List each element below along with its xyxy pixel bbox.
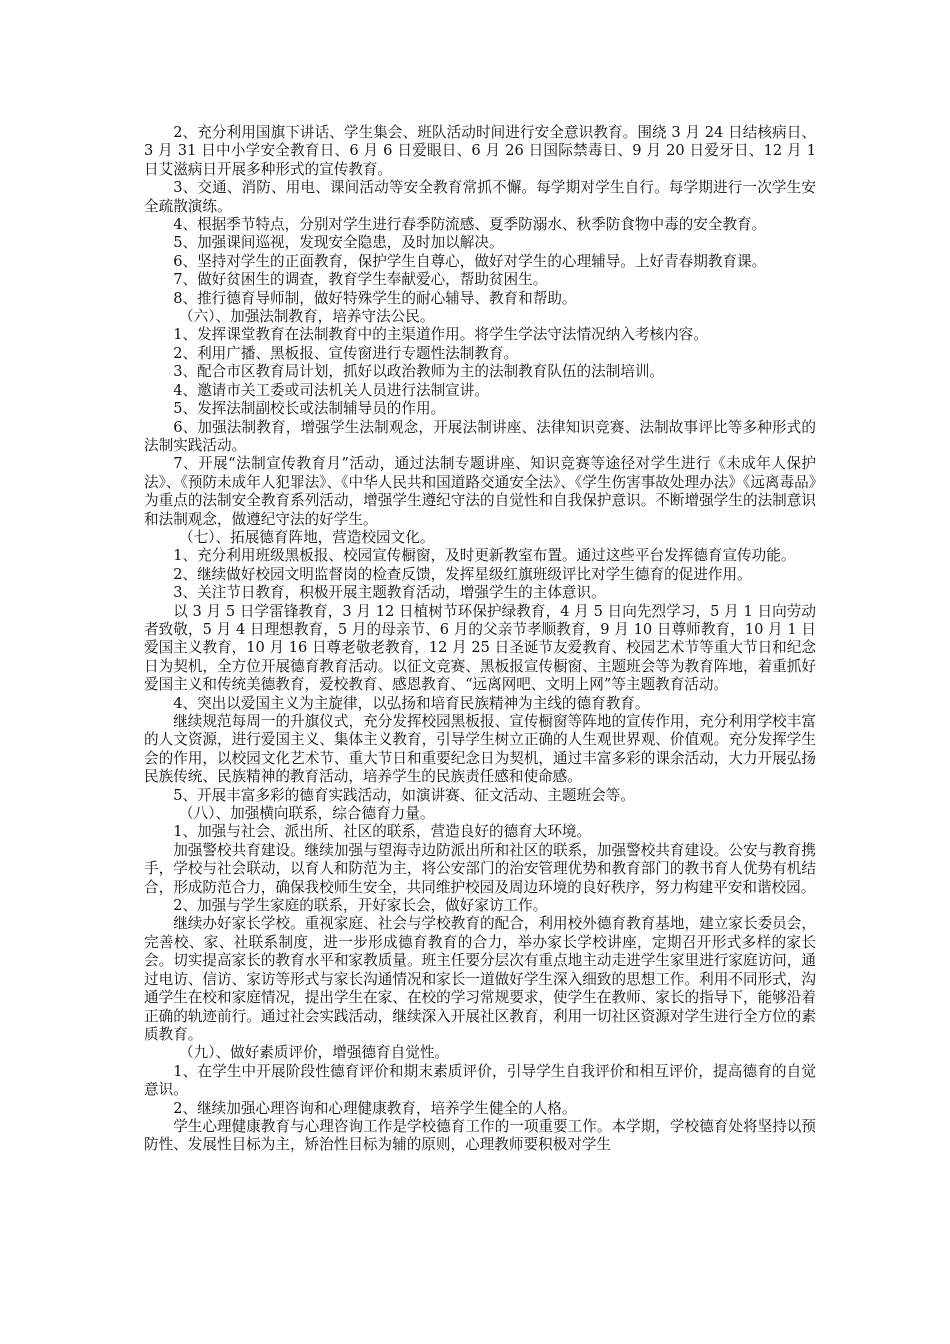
section-heading: （六）、加强法制教育，培养守法公民。 <box>179 308 435 326</box>
paragraph: 2、继续加强心理咨询和心理健康教育，培养学生健全的人格。 <box>173 1099 577 1117</box>
paragraph: 继续办好家长学校。重视家庭、社会与学校教育的配合，利用校外德育教育基地，建立家长委员会，完善校、家、社联系制度，进一步形成德育教育的合力，举办家长学校讲座，定期召开形式多样的家长会。切实提高家长的教育水平和家教质量。班主任要分层次有重点地主动走进学生家里进行家庭访问，通过电访、信访、家访等形式与家长沟通情况和家长一道做好学生深入细致的思想工作。利用不同形式，沟通学生在校和家庭情况，提出学生在家、在校的学习常规要求，使学生在教师、家长的指导下，能够沿着正确的轨迹前行。通过社会实践活动，继续深入开展社区教育，利用一切社区资源对学生进行全方位的素质教育。 <box>144 915 816 1043</box>
paragraph: 1、发挥课堂教育在法制教育中的主渠道作用。将学生学法守法情况纳入考核内容。 <box>173 326 708 344</box>
paragraph: 3、配合市区教育局计划，抓好以政治教师为主的法制教育队伍的法制培训。 <box>173 363 665 381</box>
paragraph: 8、推行德育导师制，做好特殊学生的耐心辅导、教育和帮助。 <box>173 289 577 307</box>
paragraph: 6、坚持对学生的正面教育，保护学生自尊心，做好对学生的心理辅导。上好青春期教育课。 <box>173 252 767 270</box>
paragraph: 6、加强法制教育，增强学生法制观念，开展法制讲座、法律知识竞赛、法制故事评比等多种形式的法制实践活动。 <box>144 418 816 454</box>
paragraph: 1、充分利用班级黑板报、校园宣传橱窗，及时更新教室布置。通过这些平台发挥德育宣传功能。 <box>173 547 796 565</box>
paragraph: 5、加强课间巡视，发现安全隐患，及时加以解决。 <box>173 234 504 252</box>
paragraph: 3、关注节日教育，积极开展主题教育活动，增强学生的主体意识。 <box>173 584 606 602</box>
paragraph: 5、开展丰富多彩的德育实践活动，如演讲赛、征文活动、主题班会等。 <box>173 786 635 804</box>
paragraph: 学生心理健康教育与心理咨询工作是学校德育工作的一项重要工作。本学期，学校德育处将坚持以预防性、发展性目标为主，矫治性目标为辅的原则，心理教师要积极对学生 <box>144 1117 816 1154</box>
section-heading: （八）、加强横向联系，综合德育力量。 <box>179 805 435 823</box>
paragraph: 4、突出以爱国主义为主旋律，以弘扬和培育民族精神为主线的德育教育。 <box>173 694 650 712</box>
paragraph: 7、开展“法制宣传教育月”活动，通过法制专题讲座、知识竞赛等途径对学生进行《未成年人保护法》、《预防未成年人犯罪法》、《中华人民共和国道路交通安全法》、《学生伤害事故处理办法》《远离毒品》为重点的法制安全教育系列活动，增强学生遵纪守法的自觉性和自我保护意识。不断增强学生的法制意识和法制观念，做遵纪守法的好学生。 <box>144 455 816 528</box>
paragraph: 以 3 月 5 日学雷锋教育，3 月 12 日植树节环保护绿教育，4 月 5 日向先烈学习，5 月 1 日向劳动者致敬，5 月 4 日理想教育，5 月的母亲节、6 月的父亲节孝顺教育，9 月 10 日尊师教育，10 月 1 日爱国主义教育，10 月 16 日尊老敬老教育，12 月 25 日圣诞节友爱教育、校园艺术节等重大节日和纪念日为契机，全方位开展德育教育活动。以征文竞赛、黑板报宣传橱窗、主题班会等为教育阵地，着重抓好爱国主义和传统美德教育，爱校教育、感恩教育、“远离网吧、文明上网”等主题教育活动。 <box>144 602 816 694</box>
paragraph: 加强警校共育建设。继续加强与望海寺边防派出所和社区的联系，加强警校共育建设。公安与教育携手，学校与社会联动，以育人和防范为主，将公安部门的治安管理优势和教育部门的教书育人优势有机结合，形成防范合力，确保我校师生安全，共同维护校园及周边环境的良好秩序，努力构建平安和谐校园。 <box>144 841 816 896</box>
paragraph: 1、在学生中开展阶段性德育评价和期末素质评价，引导学生自我评价和相互评价，提高德育的自觉意识。 <box>144 1062 816 1099</box>
section-heading: （九）、做好素质评价，增强德育自觉性。 <box>179 1044 450 1062</box>
document-page <box>144 124 816 1155</box>
paragraph: 4、邀请市关工委或司法机关人员进行法制宣讲。 <box>173 381 489 399</box>
paragraph: 2、利用广播、黑板报、宣传窗进行专题性法制教育。 <box>173 344 519 362</box>
paragraph: 3、交通、消防、用电、课间活动等安全教育常抓不懈。每学期对学生自行。每学期进行一次学生安全疏散演练。 <box>144 179 816 215</box>
paragraph: 2、继续做好校园文明监督岗的检查反馈，发挥星级红旗班级评比对学生德育的促进作用。 <box>173 565 752 583</box>
paragraph: 继续规范每周一的升旗仪式，充分发挥校园黑板报、宣传橱窗等阵地的宣传作用，充分利用学校丰富的人文资源，进行爱国主义、集体主义教育，引导学生树立正确的人生观世界观、价值观。充分发挥学生会的作用，以校园文化艺术节、重大节日和重要纪念日为契机，通过丰富多彩的课余活动，大力开展弘扬民族传统、民族精神的教育活动，培养学生的民族责任感和使命感。 <box>144 713 816 786</box>
paragraph: 7、做好贫困生的调查，教育学生奉献爱心，帮助贫困生。 <box>173 271 548 289</box>
paragraph: 2、充分利用国旗下讲话、学生集会、班队活动时间进行安全意识教育。围绕 3 月 24 日结核病日、3 月 31 日中小学安全教育日、6 月 6 日爱眼日、6 月 26 日国际禁毒日、9 月 20 日爱牙日、12 月 1 日艾滋病日开展多种形式的宣传教育。 <box>144 124 816 178</box>
paragraph: 1、加强与社会、派出所、社区的联系，营造良好的德育大环境。 <box>173 823 592 841</box>
paragraph: 5、发挥法制副校长或法制辅导员的作用。 <box>173 400 446 418</box>
section-heading: （七）、拓展德育阵地，营造校园文化。 <box>179 528 435 546</box>
paragraph: 2、加强与学生家庭的联系，开好家长会，做好家访工作。 <box>173 897 548 915</box>
paragraph: 4、根据季节特点，分别对学生进行春季防流感、夏季防溺水、秋季防食物中毒的安全教育。 <box>173 216 767 234</box>
